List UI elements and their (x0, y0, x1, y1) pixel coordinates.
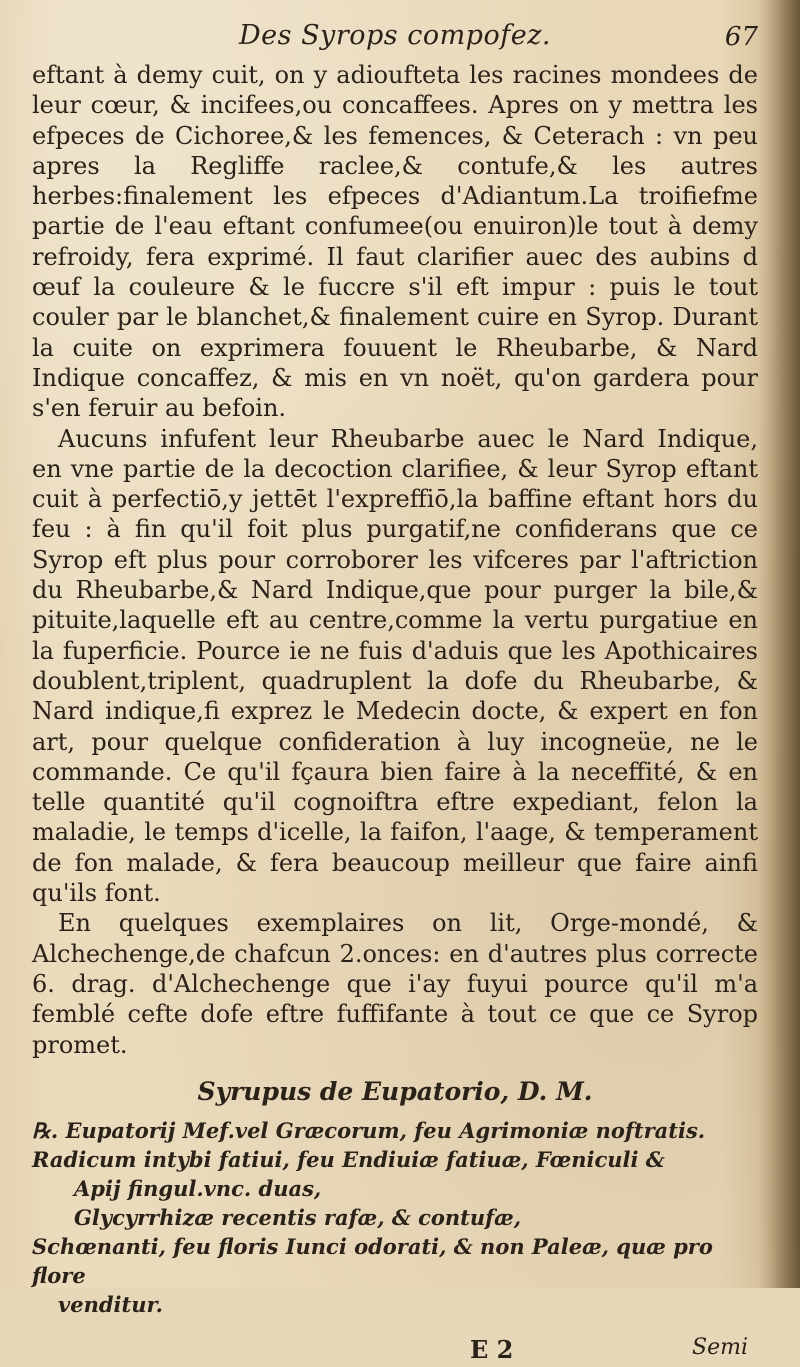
paragraph-2: Aucuns infufent leur Rheubarbe auec le Nard Indique, en vne partie de la decoction clarifiee, & leur Syrop eftant cuit à perfectiō,y jettēt l'expreffiō,la baffine eftant hors du feu : à fin qu'il foit plus purgatif,ne confiderans que ce Syrop eft plus pour corroborer les vifceres par l'aftriction du Rheubarbe,& Nard Indique,que pour purger la bile,& pituite,laquelle eft au centre,comme la vertu purgatiue en la fuperficie. Pource ie ne fuis d'aduis que les Apothicaires doublent,triplent, quadruplent la dofe du Rheubarbe, & Nard indique,fi exprez le Medecin docte, & expert en fon art, pour quelque confideration à luy incogneüe, ne le commande. Ce qu'il fçaura bien faire à la neceffité, & en telle quantité qu'il cognoiftra eftre expediant, felon la maladie, le temps d'icelle, la faifon, l'aage, & temperament de fon malade, & fera beaucoup meilleur que faire ainfi qu'ils font. (32, 424, 758, 908)
page-content (32, 12, 758, 1367)
recipe-line-1: ℞. Eupatorij Mef.vel Græcorum, feu Agrimoniæ noftratis. (32, 1117, 706, 1143)
recipe-line-2: Radicum intybi fatiui, feu Endiuiæ fatiuæ, Fœniculi & (32, 1146, 665, 1172)
recipe-title: Syrupus de Eupatorio, D. M. (197, 1076, 593, 1106)
paragraph-1: eftant à demy cuit, on y adioufteta les racines mondees de leur cœur, & incifees,ou concaffees. Apres on y mettra les efpeces de Cichoree,& les femences, & Ceterach : vn peu apres la Regliffe raclee,& contufe,& les autres herbes:finalement les efpeces d'Adiantum.La troifiefme partie de l'eau eftant confumee(ou enuiron)le tout à demy refroidy, fera exprimé. Il faut clarifier auec des aubins d œuf la couleure & le fuccre s'il eft impur : puis le tout couler par le blanchet,& finalement cuire en Syrop. Durant la cuite on exprimera fouuent le Rheubarbe, & Nard Indique concaffez, & mis en vn noët, qu'on gardera pour s'en feruir au befoin. (32, 61, 758, 423)
page-number: 67 (724, 22, 758, 52)
running-title: Des Syrops compofez. (239, 20, 551, 51)
paragraph-3: En quelques exemplaires on lit, Orge-mondé, & Alchechenge,de chafcun 2.onces: en d'autres plus correcte 6. drag. d'Alchechenge que i'ay fuyui pource qu'il m'a femblé cefte dofe eftre fuffifante à tout ce que ce Syrop promet. (32, 909, 758, 1059)
body-text (32, 60, 758, 1060)
page-footer (32, 1327, 758, 1367)
signature-mark: E 2 (470, 1334, 514, 1364)
recipe-line-4: Glycyrrhizæ recentis rafæ, & contufæ, (74, 1204, 522, 1230)
recipe-line-3: Apij fingul.vnc. duas, (74, 1175, 322, 1201)
running-head (32, 12, 758, 58)
recipe-line-5: Schœnanti, feu floris Iunci odorati, & non Paleæ, quæ pro flore (32, 1233, 713, 1288)
catchword: Semi (692, 1334, 748, 1360)
book-binding-shadow (758, 0, 800, 1288)
recipe-lines (32, 1116, 758, 1319)
recipe-line-6: venditur. (58, 1291, 163, 1317)
